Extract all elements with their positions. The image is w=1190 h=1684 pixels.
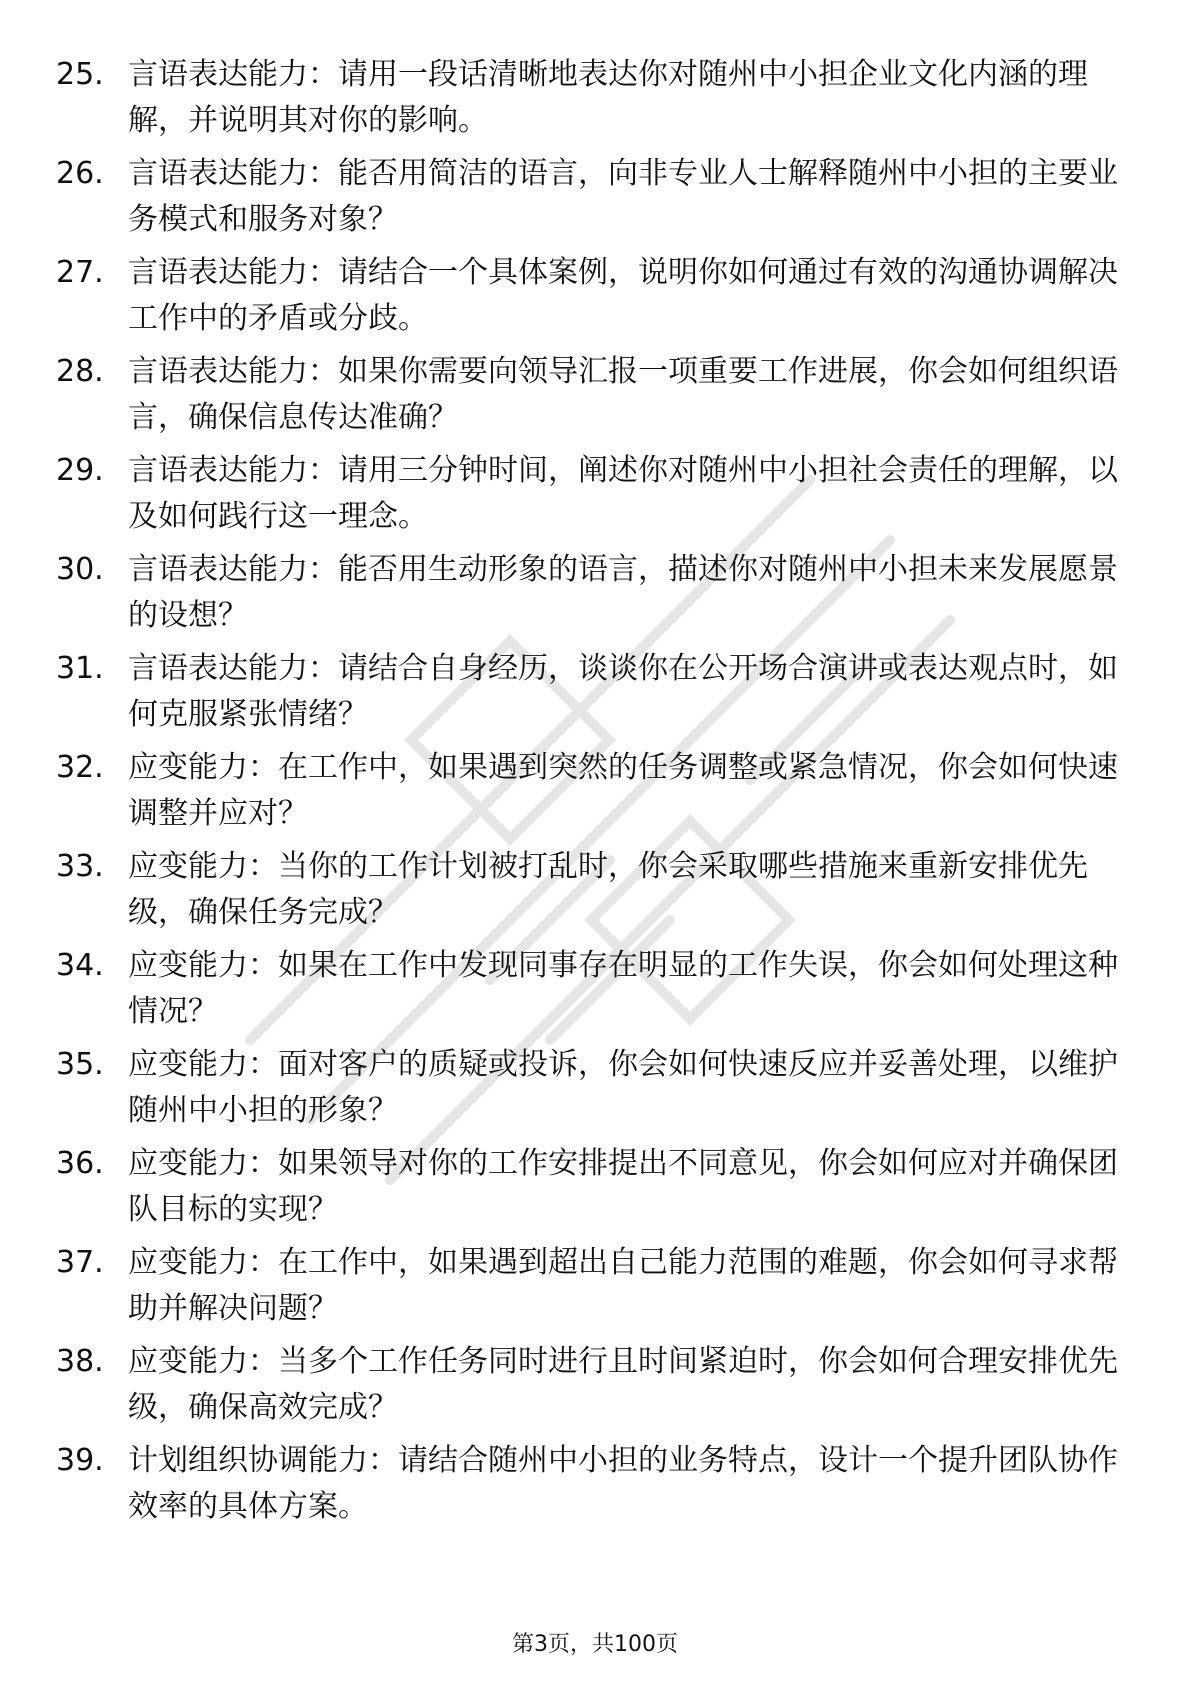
- question-item: [0, 52, 1190, 152]
- question-item: [0, 250, 1190, 350]
- question-number: 31.: [56, 651, 104, 686]
- question-item: [0, 1240, 1190, 1340]
- question-number: 38.: [56, 1344, 104, 1379]
- question-item: [0, 1438, 1190, 1538]
- question-item: [0, 1042, 1190, 1142]
- question-text: 应变能力：在工作中，如果遇到超出自己能力范围的难题，你会如何寻求帮助并解决问题？: [128, 1245, 1118, 1326]
- question-number: 26.: [56, 156, 104, 191]
- question-text: 应变能力：当你的工作计划被打乱时，你会采取哪些措施来重新安排优先级，确保任务完成？: [128, 849, 1088, 930]
- question-number: 27.: [56, 255, 104, 290]
- question-item: [0, 646, 1190, 746]
- question-text: 言语表达能力：请结合自身经历，谈谈你在公开场合演讲或表达观点时，如何克服紧张情绪？: [128, 651, 1118, 732]
- question-item: [0, 349, 1190, 449]
- question-text: 言语表达能力：能否用生动形象的语言，描述你对随州中小担未来发展愿景的设想？: [128, 552, 1118, 633]
- question-item: [0, 844, 1190, 944]
- question-number: 35.: [56, 1047, 104, 1082]
- question-text: 言语表达能力：如果你需要向领导汇报一项重要工作进展，你会如何组织语言，确保信息传达准确？: [128, 354, 1118, 435]
- question-number: 29.: [56, 453, 104, 488]
- question-item: [0, 547, 1190, 647]
- question-item: [0, 1339, 1190, 1439]
- question-text: 应变能力：当多个工作任务同时进行且时间紧迫时，你会如何合理安排优先级，确保高效完成？: [128, 1344, 1118, 1425]
- question-text: 言语表达能力：请用三分钟时间，阐述你对随州中小担社会责任的理解，以及如何践行这一理念。: [128, 453, 1118, 534]
- question-item: [0, 151, 1190, 251]
- question-text: 应变能力：面对客户的质疑或投诉，你会如何快速反应并妥善处理，以维护随州中小担的形象？: [128, 1047, 1118, 1128]
- question-number: 39.: [56, 1443, 104, 1478]
- question-item: [0, 745, 1190, 845]
- question-number: 25.: [56, 57, 104, 92]
- question-number: 28.: [56, 354, 104, 389]
- question-item: [0, 448, 1190, 548]
- question-text: 计划组织协调能力：请结合随州中小担的业务特点，设计一个提升团队协作效率的具体方案。: [128, 1443, 1118, 1524]
- question-number: 30.: [56, 552, 104, 587]
- question-number: 36.: [56, 1146, 104, 1181]
- page-number-footer: 第3页，共100页: [512, 1632, 678, 1657]
- question-text: 应变能力：如果在工作中发现同事存在明显的工作失误，你会如何处理这种情况？: [128, 948, 1118, 1029]
- question-text: 言语表达能力：请结合一个具体案例，说明你如何通过有效的沟通协调解决工作中的矛盾或分歧。: [128, 255, 1118, 336]
- question-item: [0, 1141, 1190, 1241]
- question-item: [0, 943, 1190, 1043]
- question-number: 34.: [56, 948, 104, 983]
- question-number: 37.: [56, 1245, 104, 1280]
- question-number: 32.: [56, 750, 104, 785]
- question-text: 应变能力：在工作中，如果遇到突然的任务调整或紧急情况，你会如何快速调整并应对？: [128, 750, 1118, 831]
- question-number: 33.: [56, 849, 104, 884]
- question-text: 言语表达能力：能否用简洁的语言，向非专业人士解释随州中小担的主要业务模式和服务对象？: [128, 156, 1118, 237]
- question-text: 应变能力：如果领导对你的工作安排提出不同意见，你会如何应对并确保团队目标的实现？: [128, 1146, 1118, 1227]
- question-text: 言语表达能力：请用一段话清晰地表达你对随州中小担企业文化内涵的理解，并说明其对你的影响。: [128, 57, 1088, 138]
